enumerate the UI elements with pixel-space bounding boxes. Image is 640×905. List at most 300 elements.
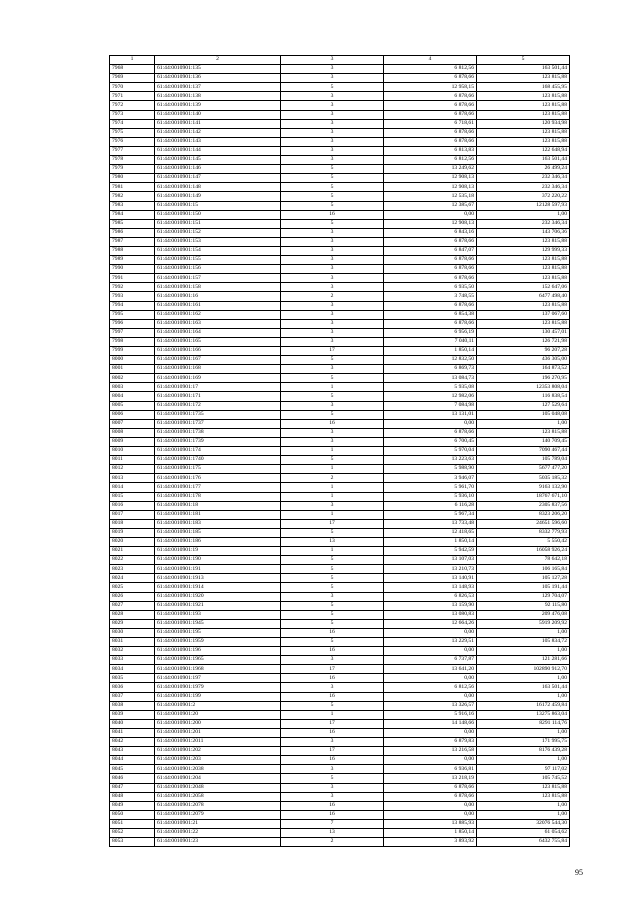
cadastral-value-cell: 12353 808,04 [477, 383, 570, 392]
group-cell: 1 [281, 510, 384, 519]
cadastral-number-cell: 61:44:0010901:155 [155, 256, 281, 265]
cadastral-value-cell: 120 934,98 [477, 119, 570, 128]
specific-value-cell: 14 148,66 [384, 719, 477, 728]
specific-value-cell: 7 040,11 [384, 337, 477, 346]
table-row [110, 337, 570, 346]
group-cell: 3 [281, 319, 384, 328]
row-number-cell: 7999 [110, 347, 155, 356]
specific-value-cell: 6 813,83 [384, 146, 477, 155]
group-cell: 5 [281, 774, 384, 783]
specific-value-cell: 0,00 [384, 674, 477, 683]
cadastral-number-cell: 61:44:0010901:202 [155, 747, 281, 756]
table-row [110, 246, 570, 255]
cadastral-number-cell: 61:44:0010901:16 [155, 292, 281, 301]
cadastral-number-cell: 61:44:0010901:1914 [155, 583, 281, 592]
table-row [110, 638, 570, 647]
specific-value-cell: 6 878,66 [384, 274, 477, 283]
cadastral-number-cell: 61:44:0010901:169 [155, 374, 281, 383]
cadastral-value-cell: 97 117,02 [477, 765, 570, 774]
cadastral-value-cell: 102890 912,70 [477, 665, 570, 674]
row-number-cell: 8021 [110, 547, 155, 556]
group-cell: 3 [281, 274, 384, 283]
cadastral-number-cell: 61:44:0010901:1913 [155, 574, 281, 583]
specific-value-cell: 6 812,56 [384, 156, 477, 165]
row-number-cell: 7986 [110, 228, 155, 237]
row-number-cell: 7979 [110, 165, 155, 174]
row-number-cell: 8053 [110, 838, 155, 847]
row-number-cell: 7991 [110, 274, 155, 283]
group-cell: 5 [281, 574, 384, 583]
row-number-cell: 7990 [110, 265, 155, 274]
table-row [110, 392, 570, 401]
cadastral-value-cell: 12128 597,93 [477, 201, 570, 210]
row-number-cell: 7993 [110, 292, 155, 301]
specific-value-cell: 13 229,51 [384, 638, 477, 647]
table-row [110, 556, 570, 565]
group-cell: 5 [281, 601, 384, 610]
row-number-cell: 7989 [110, 256, 155, 265]
group-cell: 3 [281, 65, 384, 74]
cadastral-value-cell: 106 165,84 [477, 565, 570, 574]
row-number-cell: 8026 [110, 592, 155, 601]
cadastral-number-cell: 61:44:0010901:178 [155, 492, 281, 501]
specific-value-cell: 12 385,67 [384, 201, 477, 210]
specific-value-cell: 6 847,07 [384, 246, 477, 255]
table-row [110, 365, 570, 374]
group-cell: 5 [281, 456, 384, 465]
cadastral-number-cell: 61:44:0010901:137 [155, 83, 281, 92]
cadastral-value-cell: 1,00 [477, 628, 570, 637]
specific-value-cell: 13 107,03 [384, 556, 477, 565]
table-row [110, 192, 570, 201]
cadastral-number-cell: 61:44:0010901:145 [155, 156, 281, 165]
table-row [110, 301, 570, 310]
cadastral-number-cell: 61:44:0010901:200 [155, 719, 281, 728]
specific-value-cell: 12 664,26 [384, 619, 477, 628]
table-row [110, 374, 570, 383]
cadastral-number-cell: 61:44:0010901:23 [155, 838, 281, 847]
cadastral-number-cell: 61:44:0010901:175 [155, 465, 281, 474]
specific-value-cell: 12 535,18 [384, 192, 477, 201]
specific-value-cell: 5 942,59 [384, 547, 477, 556]
specific-value-cell: 6 812,56 [384, 683, 477, 692]
group-cell: 5 [281, 556, 384, 565]
cadastral-number-cell: 61:44:0010901:2038 [155, 765, 281, 774]
row-number-cell: 8011 [110, 456, 155, 465]
row-number-cell: 8048 [110, 792, 155, 801]
cadastral-number-cell: 61:44:0010901:176 [155, 474, 281, 483]
cadastral-number-cell: 61:44:0010901:1959 [155, 638, 281, 647]
row-number-cell: 8001 [110, 365, 155, 374]
specific-value-cell: 6 878,66 [384, 301, 477, 310]
specific-value-cell: 6 879,83 [384, 738, 477, 747]
row-number-cell: 8002 [110, 374, 155, 383]
cadastral-value-cell: 5035 185,32 [477, 474, 570, 483]
cadastral-value-cell: 123 815,88 [477, 265, 570, 274]
specific-value-cell: 3 946,07 [384, 474, 477, 483]
cadastral-number-cell: 61:44:0010901:21 [155, 819, 281, 828]
group-cell: 3 [281, 738, 384, 747]
cadastral-value-cell: 137 067,60 [477, 310, 570, 319]
table-header-row [110, 56, 570, 65]
table-row [110, 492, 570, 501]
specific-value-cell: 6 878,66 [384, 92, 477, 101]
row-number-cell: 8042 [110, 738, 155, 747]
cadastral-number-cell: 61:44:0010901:166 [155, 347, 281, 356]
cadastral-value-cell: 92 115,80 [477, 601, 570, 610]
group-cell: 17 [281, 519, 384, 528]
specific-value-cell: 13 084,73 [384, 374, 477, 383]
cadastral-number-cell: 61:44:0010901:204 [155, 774, 281, 783]
row-number-cell: 8039 [110, 710, 155, 719]
group-cell: 3 [281, 310, 384, 319]
cadastral-number-cell: 61:44:0010901:140 [155, 110, 281, 119]
cadastral-number-cell: 61:44:0010901:1737 [155, 419, 281, 428]
specific-value-cell: 0,00 [384, 210, 477, 219]
cadastral-value-cell: 122 648,94 [477, 146, 570, 155]
group-cell: 5 [281, 638, 384, 647]
row-number-cell: 8003 [110, 383, 155, 392]
cadastral-number-cell: 61:44:0010901:158 [155, 283, 281, 292]
row-number-cell: 7983 [110, 201, 155, 210]
table-row [110, 692, 570, 701]
row-number-cell: 7982 [110, 192, 155, 201]
cadastral-number-cell: 61:44:0010901:167 [155, 356, 281, 365]
table-row [110, 528, 570, 537]
table-row [110, 828, 570, 837]
group-cell: 3 [281, 656, 384, 665]
cadastral-value-cell: 123 815,88 [477, 237, 570, 246]
specific-value-cell: 7 084,98 [384, 401, 477, 410]
row-number-cell: 7984 [110, 210, 155, 219]
cadastral-number-cell: 61:44:0010901:2079 [155, 810, 281, 819]
specific-value-cell: 0,00 [384, 692, 477, 701]
cadastral-value-cell: 196 270,95 [477, 374, 570, 383]
cadastral-value-cell: 16058 926,24 [477, 547, 570, 556]
table-row [110, 165, 570, 174]
row-number-cell: 8010 [110, 447, 155, 456]
specific-value-cell: 13 218,19 [384, 774, 477, 783]
cadastral-number-cell: 61:44:0010901:163 [155, 319, 281, 328]
table-row [110, 237, 570, 246]
column-header: 2 [155, 56, 281, 65]
specific-value-cell: 0,00 [384, 801, 477, 810]
cadastral-value-cell: 8176 439,28 [477, 747, 570, 756]
table-row [110, 110, 570, 119]
specific-value-cell: 6 843,16 [384, 228, 477, 237]
group-cell: 3 [281, 256, 384, 265]
row-number-cell: 8015 [110, 492, 155, 501]
cadastral-value-cell: 121 281,66 [477, 656, 570, 665]
group-cell: 3 [281, 683, 384, 692]
group-cell: 1 [281, 465, 384, 474]
row-number-cell: 8008 [110, 428, 155, 437]
row-number-cell: 8013 [110, 474, 155, 483]
specific-value-cell: 5 936,10 [384, 492, 477, 501]
specific-value-cell: 13 885,93 [384, 819, 477, 828]
cadastral-number-cell: 61:44:0010901:186 [155, 537, 281, 546]
cadastral-value-cell: 24651 596,60 [477, 519, 570, 528]
specific-value-cell: 6 826,53 [384, 592, 477, 601]
specific-value-cell: 0,00 [384, 756, 477, 765]
specific-value-cell: 5 970,04 [384, 447, 477, 456]
table-row [110, 674, 570, 683]
cadastral-number-cell: 61:44:0010901:199 [155, 692, 281, 701]
specific-value-cell: 12 982,06 [384, 392, 477, 401]
table-row [110, 319, 570, 328]
specific-value-cell: 6 878,66 [384, 792, 477, 801]
specific-value-cell: 6 878,66 [384, 101, 477, 110]
row-number-cell: 7995 [110, 310, 155, 319]
cadastral-number-cell: 61:44:0010901:150 [155, 210, 281, 219]
cadastral-value-cell: 13275 863,04 [477, 710, 570, 719]
specific-value-cell: 12 908,13 [384, 219, 477, 228]
cadastral-number-cell: 61:44:0010901:2048 [155, 783, 281, 792]
group-cell: 3 [281, 365, 384, 374]
specific-value-cell: 12 958,15 [384, 83, 477, 92]
specific-value-cell: 13 148,93 [384, 583, 477, 592]
group-cell: 5 [281, 610, 384, 619]
table-row [110, 128, 570, 137]
table-row [110, 483, 570, 492]
table-row [110, 401, 570, 410]
cadastral-number-cell: 61:44:0010901:149 [155, 192, 281, 201]
cadastral-number-cell: 61:44:0010901:151 [155, 219, 281, 228]
table-row [110, 137, 570, 146]
cadastral-number-cell: 61:44:0010901:138 [155, 92, 281, 101]
group-cell: 5 [281, 583, 384, 592]
row-number-cell: 7992 [110, 283, 155, 292]
group-cell: 5 [281, 83, 384, 92]
table-row [110, 456, 570, 465]
group-cell: 3 [281, 592, 384, 601]
row-number-cell: 8035 [110, 674, 155, 683]
group-cell: 13 [281, 828, 384, 837]
specific-value-cell: 6 935,50 [384, 283, 477, 292]
cadastral-value-cell: 9163 132,90 [477, 483, 570, 492]
cadastral-number-cell: 61:44:0010901:2058 [155, 792, 281, 801]
cadastral-value-table [109, 55, 570, 847]
table-row [110, 274, 570, 283]
cadastral-value-cell: 171 995,75 [477, 738, 570, 747]
row-number-cell: 8006 [110, 410, 155, 419]
specific-value-cell: 6 718,61 [384, 119, 477, 128]
row-number-cell: 8038 [110, 701, 155, 710]
group-cell: 3 [281, 146, 384, 155]
cadastral-value-cell: 1,00 [477, 419, 570, 428]
table-row [110, 710, 570, 719]
cadastral-number-cell: 61:44:0010901:165 [155, 337, 281, 346]
group-cell: 1 [281, 483, 384, 492]
specific-value-cell: 6 737,87 [384, 656, 477, 665]
row-number-cell: 8052 [110, 828, 155, 837]
table-row [110, 501, 570, 510]
group-cell: 5 [281, 219, 384, 228]
cadastral-value-cell: 123 815,88 [477, 128, 570, 137]
cadastral-number-cell: 61:44:0010901:164 [155, 328, 281, 337]
table-row [110, 310, 570, 319]
cadastral-number-cell: 61:44:0010901:177 [155, 483, 281, 492]
group-cell: 17 [281, 665, 384, 674]
table-row [110, 283, 570, 292]
column-header: 3 [281, 56, 384, 65]
cadastral-value-cell: 105 834,72 [477, 638, 570, 647]
cadastral-value-cell: 209 476,08 [477, 610, 570, 619]
table-body [110, 65, 570, 847]
group-cell: 16 [281, 419, 384, 428]
cadastral-value-cell: 123 815,88 [477, 792, 570, 801]
specific-value-cell: 6 956,19 [384, 328, 477, 337]
group-cell: 5 [281, 565, 384, 574]
cadastral-value-cell: 6477 498,40 [477, 292, 570, 301]
group-cell: 5 [281, 619, 384, 628]
specific-value-cell: 0,00 [384, 810, 477, 819]
cadastral-value-cell: 127 529,64 [477, 401, 570, 410]
group-cell: 3 [281, 792, 384, 801]
group-cell: 1 [281, 710, 384, 719]
cadastral-number-cell: 61:44:0010901:22 [155, 828, 281, 837]
table-row [110, 92, 570, 101]
specific-value-cell: 13 223,63 [384, 456, 477, 465]
group-cell: 3 [281, 437, 384, 446]
cadastral-number-cell: 61:44:0010901:15 [155, 201, 281, 210]
row-number-cell: 8030 [110, 628, 155, 637]
specific-value-cell: 5 935,08 [384, 383, 477, 392]
table-row [110, 419, 570, 428]
cadastral-number-cell: 61:44:0010901:1945 [155, 619, 281, 628]
table-row [110, 328, 570, 337]
table-row [110, 574, 570, 583]
group-cell: 16 [281, 647, 384, 656]
group-cell: 3 [281, 265, 384, 274]
cadastral-value-cell: 78 642,18 [477, 556, 570, 565]
table-row [110, 347, 570, 356]
cadastral-number-cell: 61:44:0010901:174 [155, 447, 281, 456]
table-row [110, 765, 570, 774]
table-row [110, 447, 570, 456]
specific-value-cell: 5 961,70 [384, 483, 477, 492]
table-row [110, 565, 570, 574]
table-row [110, 183, 570, 192]
table-row [110, 292, 570, 301]
table-row [110, 547, 570, 556]
cadastral-value-cell: 1,00 [477, 728, 570, 737]
column-header: 4 [384, 56, 477, 65]
specific-value-cell: 6 854,38 [384, 310, 477, 319]
cadastral-value-cell: 1,00 [477, 674, 570, 683]
group-cell: 5 [281, 201, 384, 210]
specific-value-cell: 1 850,14 [384, 537, 477, 546]
row-number-cell: 8041 [110, 728, 155, 737]
specific-value-cell: 13 216,58 [384, 747, 477, 756]
row-number-cell: 7970 [110, 83, 155, 92]
group-cell: 5 [281, 356, 384, 365]
cadastral-value-cell: 232 346,34 [477, 219, 570, 228]
table-row [110, 219, 570, 228]
cadastral-value-cell: 232 346,34 [477, 183, 570, 192]
table-row [110, 592, 570, 601]
group-cell: 5 [281, 392, 384, 401]
cadastral-value-cell: 130 457,01 [477, 328, 570, 337]
table-row [110, 719, 570, 728]
cadastral-value-cell: 123 815,88 [477, 101, 570, 110]
group-cell: 16 [281, 210, 384, 219]
specific-value-cell: 3 893,92 [384, 838, 477, 847]
table-row [110, 228, 570, 237]
cadastral-number-cell: 61:44:0010901:1968 [155, 665, 281, 674]
cadastral-number-cell: 61:44:0010901:18 [155, 501, 281, 510]
cadastral-value-cell: 123 815,88 [477, 274, 570, 283]
cadastral-value-cell: 32076 544,30 [477, 819, 570, 828]
table-row [110, 465, 570, 474]
specific-value-cell: 1 850,14 [384, 347, 477, 356]
row-number-cell: 8049 [110, 801, 155, 810]
cadastral-value-cell: 123 815,88 [477, 74, 570, 83]
specific-value-cell: 6 878,66 [384, 783, 477, 792]
group-cell: 1 [281, 547, 384, 556]
table-row [110, 701, 570, 710]
specific-value-cell: 6 700,45 [384, 437, 477, 446]
row-number-cell: 8043 [110, 747, 155, 756]
cadastral-number-cell: 61:44:0010901:193 [155, 610, 281, 619]
table-row [110, 537, 570, 546]
row-number-cell: 8034 [110, 665, 155, 674]
specific-value-cell: 5 967,34 [384, 510, 477, 519]
cadastral-number-cell: 61:44:0010901:1979 [155, 683, 281, 692]
specific-value-cell: 1 850,14 [384, 828, 477, 837]
row-number-cell: 7971 [110, 92, 155, 101]
cadastral-number-cell: 61:44:0010901:19 [155, 547, 281, 556]
group-cell: 3 [281, 337, 384, 346]
cadastral-value-cell: 126 721,98 [477, 337, 570, 346]
table-row [110, 801, 570, 810]
row-number-cell: 7997 [110, 328, 155, 337]
row-number-cell: 8023 [110, 565, 155, 574]
group-cell: 3 [281, 110, 384, 119]
cadastral-value-cell: 5677 477,20 [477, 465, 570, 474]
table-row [110, 101, 570, 110]
row-number-cell: 8007 [110, 419, 155, 428]
group-cell: 16 [281, 728, 384, 737]
table-row [110, 74, 570, 83]
group-cell: 5 [281, 183, 384, 192]
specific-value-cell: 6 878,66 [384, 265, 477, 274]
table-row [110, 210, 570, 219]
row-number-cell: 7978 [110, 156, 155, 165]
specific-value-cell: 12 832,50 [384, 356, 477, 365]
cadastral-value-cell: 105 745,52 [477, 774, 570, 783]
cadastral-number-cell: 61:44:0010901:168 [155, 365, 281, 374]
cadastral-value-cell: 232 346,34 [477, 174, 570, 183]
group-cell: 1 [281, 383, 384, 392]
row-number-cell: 8050 [110, 810, 155, 819]
table-row [110, 146, 570, 155]
table-row [110, 256, 570, 265]
table-row [110, 601, 570, 610]
cadastral-value-cell: 143 706,36 [477, 228, 570, 237]
cadastral-value-cell: 1,00 [477, 647, 570, 656]
row-number-cell: 8044 [110, 756, 155, 765]
cadastral-number-cell: 61:44:0010901:203 [155, 756, 281, 765]
cadastral-number-cell: 61:44:0010901:142 [155, 128, 281, 137]
specific-value-cell: 12 908,13 [384, 174, 477, 183]
row-number-cell: 8051 [110, 819, 155, 828]
cadastral-number-cell: 61:44:0010901:1965 [155, 656, 281, 665]
column-header: 1 [110, 56, 155, 65]
cadastral-value-cell: 105 048,08 [477, 410, 570, 419]
row-number-cell: 8036 [110, 683, 155, 692]
row-number-cell: 7998 [110, 337, 155, 346]
